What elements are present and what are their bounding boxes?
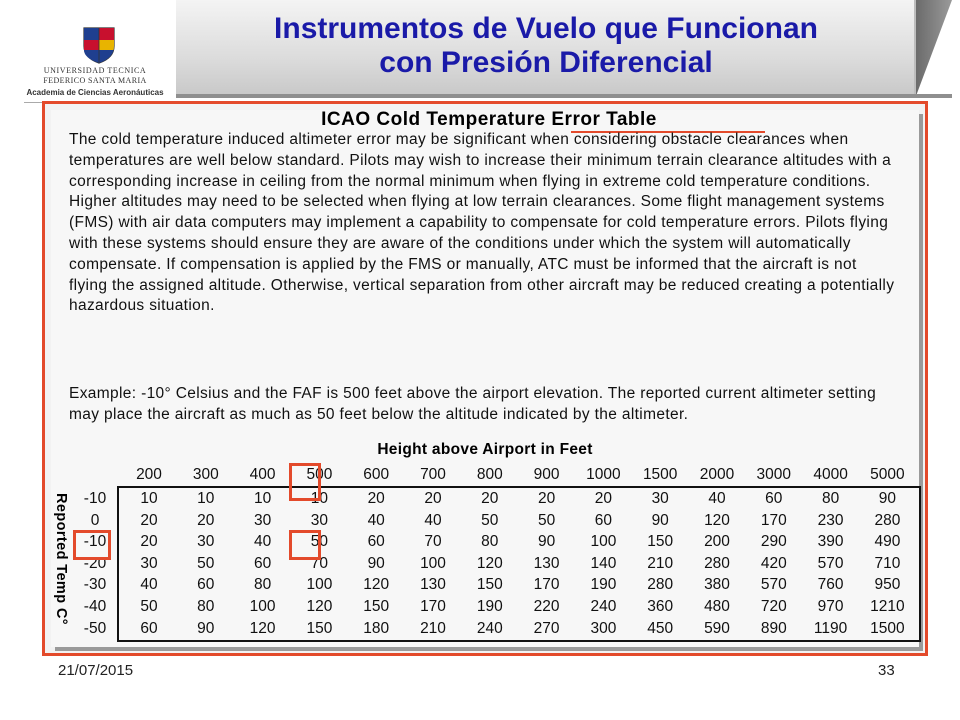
table-cell: 1190 xyxy=(813,619,848,637)
logo-line-3: Academia de Ciencias Aeronáuticas xyxy=(26,88,164,97)
table-cell: 30 xyxy=(253,511,272,529)
row-temp-label: -30 xyxy=(83,576,107,594)
table-cell: 970 xyxy=(817,598,844,615)
table-cell: 60 xyxy=(594,511,613,529)
table-cell: 190 xyxy=(590,576,617,594)
table-cell: 210 xyxy=(647,554,674,572)
table-cell: 10 xyxy=(197,490,215,507)
table-heading: Height above Airport in Feet xyxy=(377,441,593,458)
row-temp-label: -40 xyxy=(83,598,107,615)
table-cell: 120 xyxy=(306,598,333,615)
table-cell: 1500 xyxy=(870,619,905,637)
column-header: 3000 xyxy=(756,466,792,483)
table-cell: 240 xyxy=(590,598,617,615)
table-cell: 20 xyxy=(424,490,442,507)
column-header: 300 xyxy=(192,466,219,483)
table-cell: 890 xyxy=(760,619,787,637)
table-cell: 90 xyxy=(651,511,669,529)
table-cell: 290 xyxy=(760,533,787,551)
table-cell: 170 xyxy=(533,576,560,594)
logo-line-2: FEDERICO SANTA MARIA xyxy=(43,76,147,85)
table-cell: 40 xyxy=(708,490,726,507)
table-cell: 20 xyxy=(140,533,158,551)
title-banner xyxy=(176,0,950,98)
table-cell: 360 xyxy=(647,598,674,615)
table-row xyxy=(119,531,919,553)
table-cell: 420 xyxy=(760,554,787,572)
table-cell: 40 xyxy=(424,511,442,529)
table-cell: 120 xyxy=(476,554,503,572)
table-cell: 210 xyxy=(420,619,446,637)
logo-line-1: UNIVERSIDAD TECNICA xyxy=(43,66,147,75)
table-row xyxy=(119,596,919,618)
table-cell: 20 xyxy=(367,490,385,507)
table-cell: 60 xyxy=(197,576,215,594)
table-cell: 30 xyxy=(140,554,158,572)
table-row xyxy=(119,574,919,596)
column-header: 4000 xyxy=(813,466,848,483)
table-row xyxy=(119,488,919,510)
table-cell: 120 xyxy=(704,511,730,529)
table-cell: 300 xyxy=(590,619,617,637)
table-cell: 20 xyxy=(197,511,215,529)
table-cell: 140 xyxy=(590,554,617,572)
table-cell: 480 xyxy=(704,598,730,615)
table-cell: 190 xyxy=(476,598,503,615)
column-header: 500 xyxy=(306,466,333,483)
slide-title-line-2: con Presión Diferencial xyxy=(379,46,713,79)
highlight-cell-50 xyxy=(289,530,321,560)
content-frame xyxy=(42,101,928,656)
table-cell: 90 xyxy=(197,619,215,637)
row-temp-label: -20 xyxy=(83,554,107,572)
table-cell: 150 xyxy=(306,619,333,637)
error-table xyxy=(117,486,921,642)
table-cell: 90 xyxy=(367,554,385,572)
table-cell: 50 xyxy=(140,598,158,615)
table-cell: 50 xyxy=(197,554,215,572)
table-cell: 10 xyxy=(140,490,158,507)
row-temp-label: 0 xyxy=(90,511,100,529)
table-cell: 220 xyxy=(533,598,560,615)
table-cell: 30 xyxy=(310,511,329,529)
slide-title xyxy=(206,12,886,80)
table-cell: 50 xyxy=(310,533,329,551)
column-header: 900 xyxy=(533,466,560,483)
table-cell: 40 xyxy=(367,511,385,529)
table-cell: 60 xyxy=(765,490,783,507)
table-cell: 280 xyxy=(874,511,901,529)
slide-title-line-1: Instrumentos de Vuelo que Funcionan xyxy=(274,12,818,45)
reported-temp-label: Reported Temp C° xyxy=(53,493,69,625)
table-cell: 100 xyxy=(590,533,617,551)
table-cell: 240 xyxy=(476,619,503,637)
table-row xyxy=(119,618,919,640)
table-cell: 50 xyxy=(537,511,556,529)
column-header: 600 xyxy=(363,466,390,483)
table-cell: 60 xyxy=(140,619,158,637)
table-cell: 20 xyxy=(537,490,556,507)
column-header: 800 xyxy=(476,466,503,483)
table-cell: 100 xyxy=(249,598,276,615)
table-cell: 450 xyxy=(647,619,674,637)
table-cell: 40 xyxy=(140,576,158,594)
table-cell: 20 xyxy=(594,490,613,507)
highlight-row-minus10 xyxy=(73,530,111,560)
table-cell: 100 xyxy=(306,576,333,594)
row-temp-label: -50 xyxy=(83,619,107,637)
document-image xyxy=(51,110,919,647)
table-cell: 90 xyxy=(537,533,556,551)
column-header: 5000 xyxy=(870,466,905,483)
table-cell: 150 xyxy=(476,576,503,594)
table-cell: 120 xyxy=(249,619,276,637)
table-cell: 1210 xyxy=(870,598,905,615)
table-cell: 280 xyxy=(647,576,674,594)
table-cell: 40 xyxy=(253,533,272,551)
table-cell: 270 xyxy=(533,619,560,637)
table-cell: 720 xyxy=(760,598,787,615)
table-cell: 570 xyxy=(817,554,844,572)
table-cell: 130 xyxy=(420,576,446,594)
table-cell: 80 xyxy=(197,598,215,615)
paragraph-example: Example: -10° Celsius and the FAF is 500 feet above the airport elevation. The reported current altimeter setting may place the aircraft as much as 50 feet below the altitude indicated by the altimeter. xyxy=(69,385,877,423)
table-cell: 80 xyxy=(481,533,499,551)
table-cell: 30 xyxy=(197,533,215,551)
table-cell: 200 xyxy=(704,533,730,551)
table-cell: 150 xyxy=(363,598,390,615)
table-cell: 10 xyxy=(310,490,329,507)
table-cell: 100 xyxy=(420,554,446,572)
paragraph-cold-temperature: The cold temperature induced altimeter error may be significant when considering obstacle clearances when temperatures are well below standard. Pilots may wish to increase their minimum terrain clearance altitudes with a corresponding increase in ceiling from the normal minimum when flying in extreme cold temperature conditions. Higher altitudes may need to be selected when flying at low terrain clearances. Some flight management systems (FMS) with air data computers may implement a capability to compensate for cold temperature errors. Pilots flying with these systems should ensure they are aware of the conditions under which the system will automatically compensate. If compensation is applied by the FMS or manually, ATC must be informed that the aircraft is not flying the assigned altitude. Otherwise, vertical separation from other aircraft may be reduced creating a potentially hazardous situation. xyxy=(69,131,895,315)
footer-page-number: 33 xyxy=(878,662,895,679)
column-header: 1500 xyxy=(642,466,678,483)
table-cell: 760 xyxy=(817,576,844,594)
table-cell: 390 xyxy=(817,533,844,551)
table-row xyxy=(119,510,919,532)
university-logo xyxy=(14,26,176,106)
table-cell: 170 xyxy=(420,598,446,615)
table-cell: 50 xyxy=(481,511,499,529)
footer-date: 21/07/2015 xyxy=(58,662,134,679)
table-cell: 70 xyxy=(310,554,329,572)
table-cell: 80 xyxy=(821,490,840,507)
table-cell: 20 xyxy=(481,490,499,507)
table-cell: 230 xyxy=(817,511,844,529)
column-header: 400 xyxy=(249,466,276,483)
table-cell: 180 xyxy=(363,619,390,637)
table-cell: 20 xyxy=(140,511,158,529)
table-cell: 130 xyxy=(533,554,560,572)
table-cell: 60 xyxy=(367,533,385,551)
table-cell: 710 xyxy=(874,554,901,572)
table-cell: 80 xyxy=(253,576,272,594)
column-header: 200 xyxy=(136,466,162,483)
row-temp-label: -10 xyxy=(83,533,107,551)
document-title: ICAO Cold Temperature Error Table xyxy=(321,109,657,130)
table-cell: 590 xyxy=(704,619,730,637)
table-cell: 60 xyxy=(253,554,272,572)
column-header: 1000 xyxy=(586,466,621,483)
table-cell: 280 xyxy=(704,554,730,572)
table-cell: 170 xyxy=(760,511,787,529)
table-cell: 490 xyxy=(874,533,901,551)
table-cell: 70 xyxy=(424,533,442,551)
column-header-row xyxy=(121,466,921,486)
column-header: 700 xyxy=(420,466,446,483)
table-cell: 950 xyxy=(874,576,901,594)
table-cell: 30 xyxy=(651,490,669,507)
table-cell: 90 xyxy=(878,490,897,507)
crest-icon xyxy=(82,26,116,64)
highlight-column-500 xyxy=(289,463,321,501)
table-row xyxy=(119,553,919,575)
table-cell: 120 xyxy=(363,576,390,594)
column-header: 2000 xyxy=(699,466,735,483)
table-cell: 150 xyxy=(647,533,674,551)
row-temp-label: -10 xyxy=(83,490,107,507)
table-cell: 570 xyxy=(760,576,787,594)
table-cell: 380 xyxy=(704,576,730,594)
table-cell: 10 xyxy=(253,490,272,507)
